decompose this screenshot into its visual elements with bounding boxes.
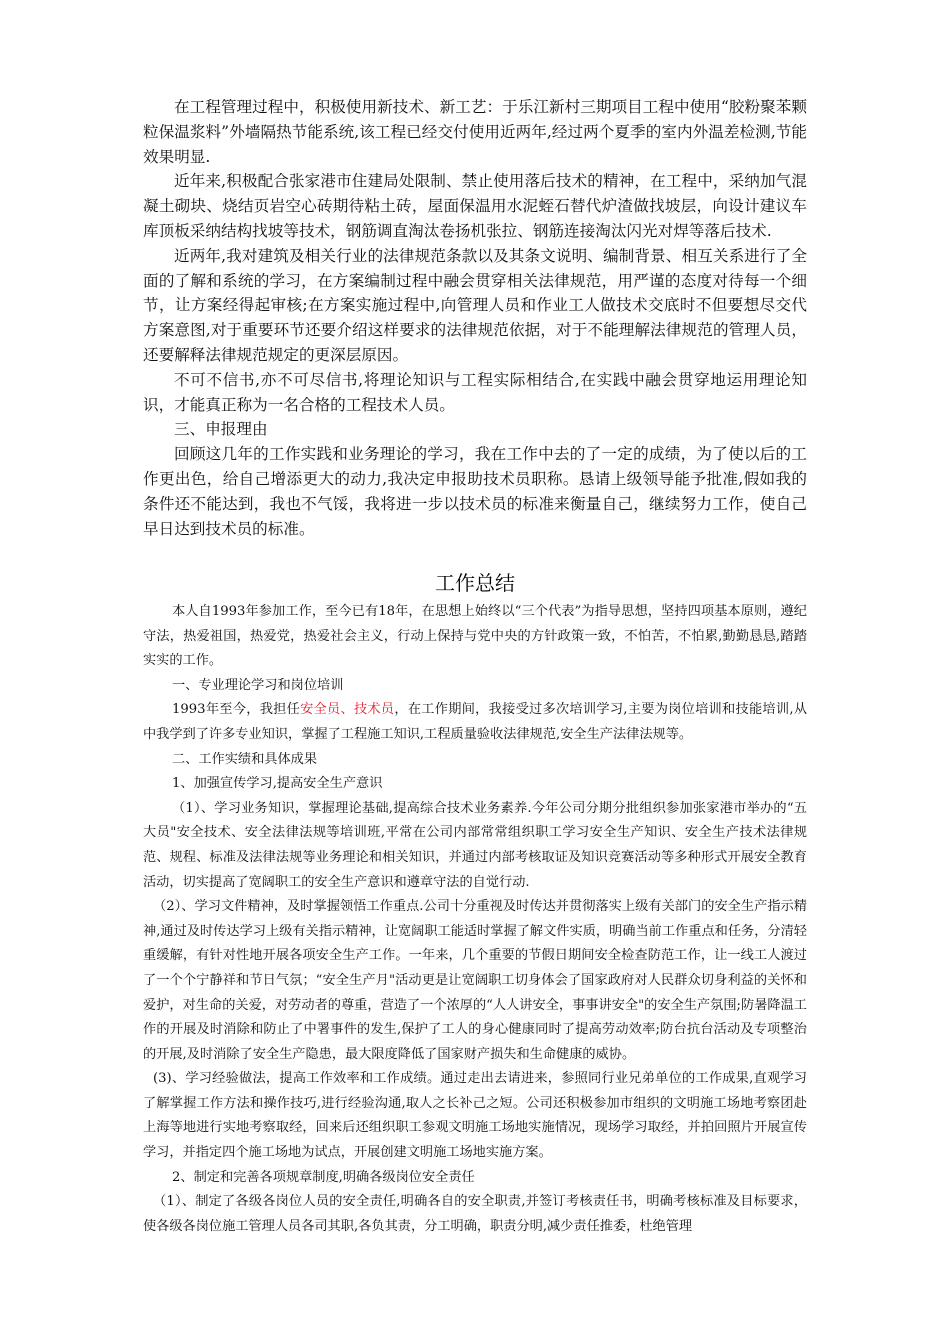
training-text-pre: 1993年至今，我担任 xyxy=(172,702,301,718)
highlighted-role: 安全员、技术员 xyxy=(300,702,395,718)
document-title: 工作总结 xyxy=(435,571,515,595)
item-experience-learning: (3)、学习经验做法，提高工作效率和工作成绩。通过走出去请进来，参照同行业兄弟单位的工作成果,直观学习了解掌握工作方法和操作技巧,进行经验沟通,取人之长补己之短。公司还积极参加市组织的文明施工场地考察团赴上海等地进行实地考察取经，回来后还组织职工参观文明施工场地实施情况，现场学习取经，并拍回照片开展宣传学习，并指定四个施工场地为试点，开展创建文明施工场地实施方案。 xyxy=(143,1071,807,1161)
item-document-spirit: （2）、学习文件精神，及时掌握领悟工作重点.公司十分重视及时传达并贯彻落实上级有关部门的安全生产指示精神,通过及时传达学习上级有关指示精神，让宽阔职工能适时掌握了解文件实质，明确当前工作重点和任务，分清轻重缓解，有针对性地开展各项安全生产工作。一年来，几个重要的节假日期间安全检查防范工作，让一线工人渡过了一个个宁静祥和节日气氛；“安全生产月"活动更是让宽阔职工切身体会了国家政府对人民群众切身利益的关怀和爱护，对生命的关爱，对劳动者的尊重，营造了一个浓厚的“人人讲安全，事事讲安全"的安全生产氛围;防暑降温工作的开展及时消除和防止了中署事件的发生,保护了工人的身心健康同时了提高劳动效率;防台抗台活动及专项整治的开展,及时消除了安全生产隐患，最大限度降低了国家财产损失和生命健康的威协。 xyxy=(143,899,807,1062)
item-safety-responsibility: （1）、制定了各级各岗位人员的安全责任,明确各自的安全职责,并签订考核责任书，明确考核标准及目标要求，使各级各岗位施工管理人员各司其职,各负其责，分工明确，职责分明,减少责任推委，杜绝管理 xyxy=(143,1194,807,1234)
heading-training: 一、专业理论学习和岗位培训 xyxy=(172,677,344,693)
application-section xyxy=(143,95,807,541)
paragraph-eliminate-outdated-tech: 近年来,积极配合张家港市住建局处限制、禁止使用落后技术的精神，在工程中，采纳加气混凝土砌块、烧结页岩空心砖期待粘土砖，屋面保温用水泥蛭石替代炉渣做找坡层，向设计建议车库顶板采纳结构找坡等技术，钢筋调直淘汰卷扬机张拉、钢筋连接淘汰闪光对焊等落后技术. xyxy=(143,172,807,240)
subheading-rules-responsibility: 2、制定和完善各项规章制度,明确各级岗位安全责任 xyxy=(172,1169,475,1185)
heading-achievements: 二、工作实绩和具体成果 xyxy=(172,751,318,767)
work-summary-section xyxy=(143,600,807,1239)
heading-application-reason: 三、申报理由 xyxy=(174,420,268,439)
paragraph-training xyxy=(143,698,807,747)
paragraph-theory-practice: 不可不信书,亦不可尽信书,将理论知识与工程实际相结合,在实践中融会贯穿地运用理论知识，才能真正称为一名合格的工程技术人员。 xyxy=(143,370,807,414)
paragraph-application-reason: 回顾这几年的工作实践和业务理论的学习，我在工作中去的了一定的成绩，为了使以后的工作更出色，给自己增添更大的动力,我决定申报助技术员职称。恳请上级领导能予批准,假如我的条件还不能达到，我也不气馁，我将进一步以技术员的标准来衡量自己，继续努力工作，使自己早日达到技术员的标准。 xyxy=(143,445,807,538)
training-text-post: ，在工作期间，我接受过多次培训学习,主要为岗位培训和技能培训,从中我学到了许多专业知识，掌握了工程施工知识,工程质量验收法律规范,安全生产法律法规等。 xyxy=(143,702,808,742)
item-business-knowledge: （1）、学习业务知识，掌握理论基础,提高综合技术业务素养.今年公司分期分批组织参加张家港市举办的“五大员"安全技术、安全法律法规等培训班,平常在公司内部常常组织职工学习安全生产知识、安全生产技术法律规范、规程、标准及法律法规等业务理论和相关知识，并通过内部考核取证及知识竞赛活动等多种形式开展安全教育活动，切实提高了宽阔职工的安全生产意识和遵章守法的自觉行动. xyxy=(143,800,807,890)
paragraph-intro: 本人自1993年参加工作，至今已有18年，在思想上始终以“三个代表”为指导思想，坚持四项基本原则，遵纪守法，热爱祖国，热爱党，热爱社会主义，行动上保持与党中央的方针政策一致，不怕苦，不怕累,勤勤恳恳,踏踏实实的工作。 xyxy=(143,604,807,669)
paragraph-laws-and-standards: 近两年,我对建筑及相关行业的法律规范条款以及其条文说明、编制背景、相互关系进行了全面的了解和系统的学习，在方案编制过程中融会贯穿相关法律规范，用严谨的态度对待每一个细节，让方案经得起审核;在方案实施过程中,向管理人员和作业工人做技术交底时不但要想尽交代方案意图,对于重要环节还要介绍这样要求的法律规范依据，对于不能理解法律规范的管理人员，还要解释法律规范规定的更深层原因。 xyxy=(143,246,807,364)
subheading-safety-awareness: 1、加强宣传学习,提高安全生产意识 xyxy=(172,776,383,792)
paragraph-new-technology: 在工程管理过程中，积极使用新技术、新工艺：于乐江新村三期项目工程中使用“胶粉聚苯颗粒保温浆料”外墙隔热节能系统,该工程已经交付使用近两年,经过两个夏季的室内外温差检测,节能效果明显. xyxy=(143,98,807,166)
